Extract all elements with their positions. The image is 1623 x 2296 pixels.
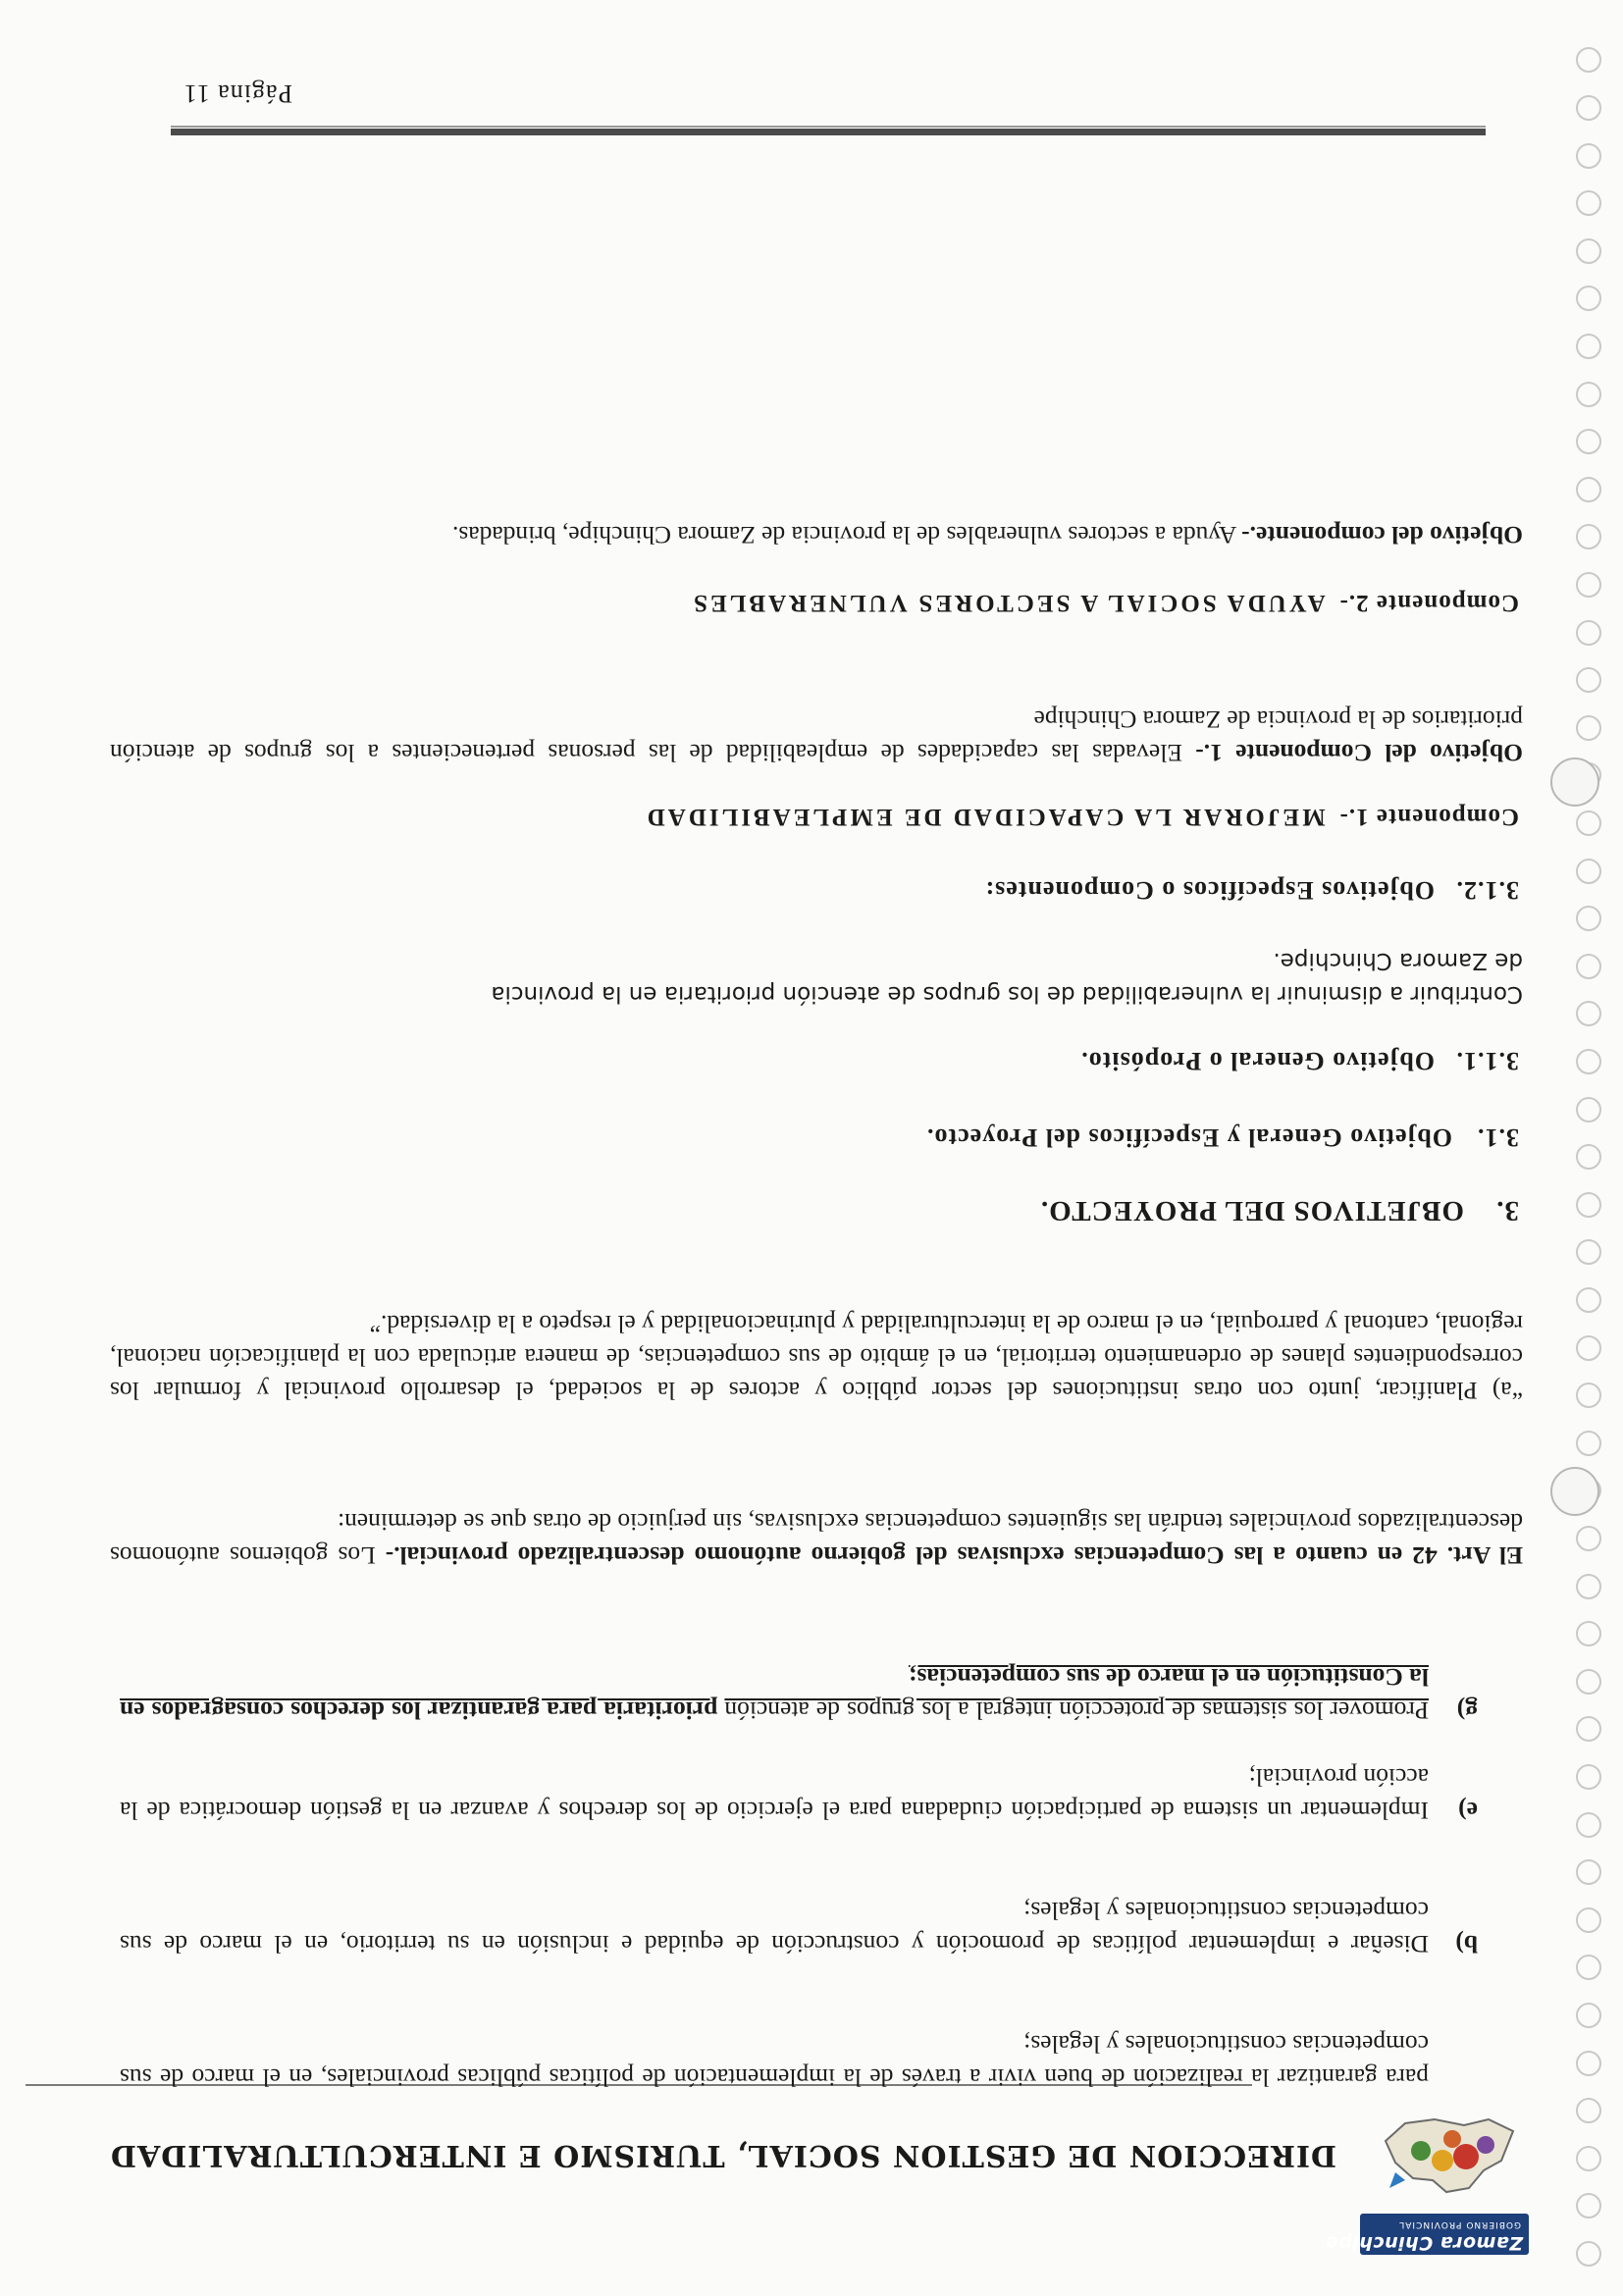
logo-name: Zamora Chinchipe: [1325, 2232, 1523, 2254]
binding-hole: [1576, 190, 1601, 216]
binding-hole: [1576, 1764, 1601, 1790]
logo-band: [1325, 2214, 1529, 2255]
article-body: Los gobiernos autónomos descentralizados provinciales tendrán las siguientes competencias exclusivas, sin perjuicio de otras que se determinen:: [109, 1508, 1523, 1570]
binding-hole: [1576, 1812, 1601, 1838]
binding-hole: [1576, 715, 1601, 741]
binding-hole: [1576, 286, 1601, 311]
binding-hole: [1576, 2003, 1601, 2028]
footer-divider: [171, 129, 1486, 135]
subsection-title: Objetivo General o Propósito.: [1080, 1047, 1435, 1075]
binding-hole: [1576, 429, 1601, 454]
binding-hole: [1576, 810, 1601, 836]
subsection-number: 3.1.: [1477, 1123, 1519, 1152]
item-text-plain: Promover los sistemas de protección integral a los grupos de atención: [724, 1696, 1429, 1725]
binding-hole: [1576, 524, 1601, 549]
item-label: g): [1456, 1696, 1478, 1725]
subsection-title: Objetivo General y Específicos del Proyecto.: [926, 1123, 1452, 1152]
binding-hole: [1576, 620, 1601, 646]
spiral-binding: [1572, 20, 1601, 2267]
section-title: OBJETIVOS DEL PROYECTO.: [1039, 1195, 1464, 1226]
binding-hole: [1576, 1192, 1601, 1218]
component-title: AYUDA SOCIAL A SECTORES VULNERABLES: [691, 590, 1326, 616]
page-number: Página 11: [183, 79, 292, 108]
binding-hole: [1576, 1049, 1601, 1074]
binding-hole: [1576, 334, 1601, 359]
component-label: Componente 2.-: [1338, 590, 1519, 616]
binding-hole: [1576, 2051, 1601, 2076]
binding-hole: [1576, 238, 1601, 264]
objective-label: Objetivo del componente.-: [1241, 521, 1523, 549]
item-text-emphasis: prioritaria para garantizar los derechos consagrados en la Constitución en el marco de sus competencias;: [120, 1663, 1429, 1725]
component-objective: [110, 703, 1523, 769]
footer-divider: [171, 126, 1486, 128]
binding-hole: [1576, 2146, 1601, 2171]
objective-label: Objetivo del Componente 1.-: [1195, 739, 1523, 767]
punch-hole: [1550, 757, 1599, 807]
item-text: [120, 1660, 1429, 1727]
binding-hole: [1576, 1526, 1601, 1551]
binding-hole: [1576, 2098, 1601, 2123]
logo-subtitle: GOBIERNO PROVINCIAL: [1398, 2219, 1521, 2229]
province-map-icon: [1376, 2115, 1523, 2200]
binding-hole: [1576, 1335, 1601, 1361]
binding-hole: [1576, 1239, 1601, 1265]
section-number: 3.: [1495, 1195, 1519, 1226]
binding-hole: [1576, 1669, 1601, 1695]
item-label: b): [1455, 1930, 1478, 1958]
component-title: MEJORAR LA CAPACIDAD DE EMPLEABILIDAD: [644, 804, 1326, 830]
component-heading: [645, 803, 1519, 830]
binding-hole: [1576, 1001, 1601, 1026]
intro-paragraph: para garantizar la realización de buen vivir a través de la implementación de políticas públicas provinciales, en el marco de sus competencias constitucionales y legales;: [120, 2030, 1429, 2092]
general-objective: Contribuir a disminuir la vulnerabilidad de los grupos de atención prioritaria en la provincia de Zamora Chinchipe.: [491, 948, 1523, 1007]
binding-hole: [1576, 382, 1601, 407]
binding-hole: [1576, 1716, 1601, 1742]
objective-text: Elevadas las capacidades de empleabilidad de las personas pertenecientes a los grupos de atención prioritarios de la provincia de Zamora Chinchipe: [109, 705, 1523, 767]
component-objective: [110, 518, 1523, 551]
subsection-title: Objetivos Específicos o Componentes:: [984, 876, 1435, 905]
article-quote: “a) Planificar, junto con otras instituciones del sector público y actores de la sociedad, el desarrollo provincial y formular los correspondientes planes de ordenamiento territorial, en el ámbito de sus competencias, de manera articulada con la planificación nacional, regional, cantonal y parroquial, en el marco de la interculturalidad y plurinacionalidad y el respeto a la diversidad.”: [110, 1310, 1523, 1405]
binding-hole: [1576, 667, 1601, 693]
binding-hole: [1576, 906, 1601, 931]
binding-hole: [1576, 2193, 1601, 2218]
binding-hole: [1576, 47, 1601, 73]
binding-hole: [1576, 1907, 1601, 1933]
article-lead: El Art. 42 en cuanto a las Competencias exclusivas del gobierno autónomo descentralizado provincial.-: [385, 1541, 1523, 1570]
binding-hole: [1576, 1574, 1601, 1599]
binding-hole: [1576, 1955, 1601, 1980]
binding-hole: [1576, 143, 1601, 169]
binding-hole: [1576, 1097, 1601, 1122]
provincial-logo: [1325, 2112, 1529, 2259]
binding-hole: [1576, 1621, 1601, 1646]
subsection-number: 3.1.1.: [1455, 1047, 1519, 1075]
item-text: Diseñar e implementar políticas de promoción y construcción de equidad e inclusión en su territorio, en el marco de sus competencias constitucionales y legales;: [120, 1897, 1429, 1958]
item-label: e): [1458, 1797, 1478, 1825]
binding-hole: [1576, 477, 1601, 502]
subsection-number: 3.1.2.: [1455, 876, 1519, 905]
binding-hole: [1576, 1383, 1601, 1408]
binding-hole: [1576, 95, 1601, 121]
binding-hole: [1576, 954, 1601, 979]
component-label: Componente 1.-: [1338, 804, 1519, 830]
header-title: DIRECCION DE GESTION SOCIAL, TURISMO E INTERCULTURALIDAD: [109, 2138, 1336, 2172]
item-text: Implementar un sistema de participación ciudadana para el ejercicio de los derechos y avanzar en la gestión democrática de la acción provincial;: [120, 1763, 1429, 1825]
binding-hole: [1576, 1144, 1601, 1170]
binding-hole: [1576, 1859, 1601, 1885]
binding-hole: [1576, 572, 1601, 598]
binding-hole: [1576, 1431, 1601, 1456]
component-heading: [691, 589, 1519, 616]
objective-text: Ayuda a sectores vulnerables de la provincia de Zamora Chinchipe, brindadas.: [451, 521, 1237, 549]
binding-hole: [1576, 2241, 1601, 2267]
punch-hole: [1550, 1467, 1599, 1516]
binding-hole: [1576, 1287, 1601, 1313]
page-header: [57, 2112, 1529, 2259]
article-paragraph: [110, 1505, 1523, 1572]
binding-hole: [1576, 859, 1601, 884]
